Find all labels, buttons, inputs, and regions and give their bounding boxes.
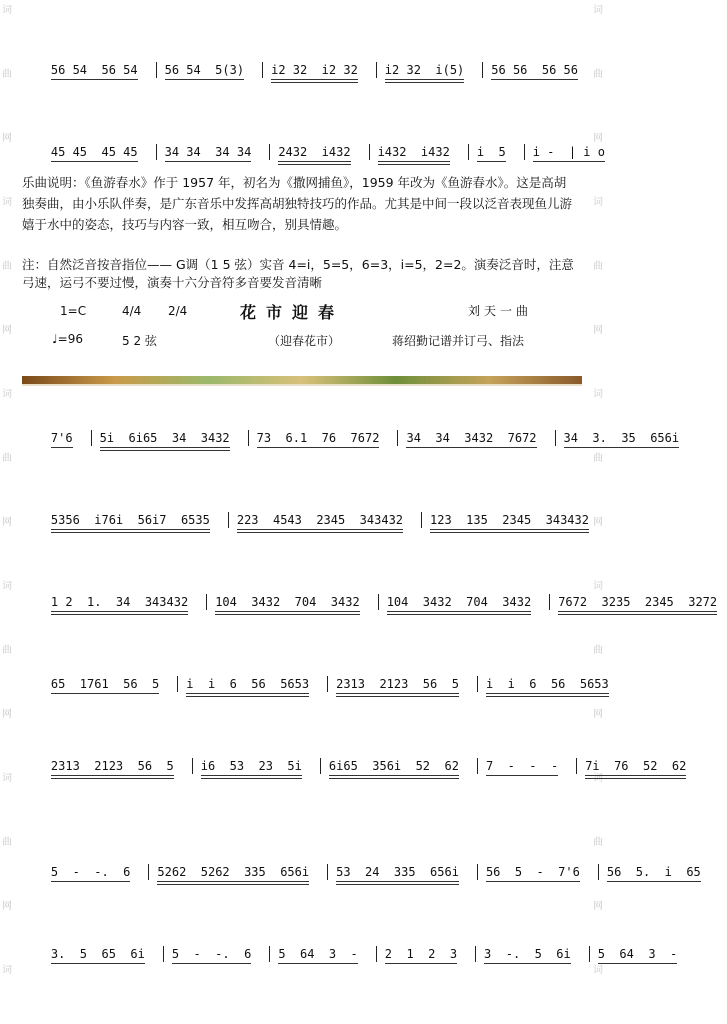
score-measure: 6i65 356i 52 62 — [328, 758, 459, 773]
score-measure: 5 64 3 - — [278, 946, 358, 961]
score-measure: 5i 6i65 34 3432 — [99, 430, 230, 445]
score-measure: 5 - -. 6 — [50, 864, 131, 879]
score-measure: i 5 — [476, 144, 506, 159]
score-measure: 56 54 56 54 — [50, 62, 138, 77]
barline — [421, 512, 422, 528]
barline — [555, 430, 556, 446]
score-measure: 5262 5262 335 656i — [157, 864, 310, 879]
score-measure: 7i 76 52 62 — [585, 758, 687, 773]
barline — [148, 864, 149, 880]
score-measure: 5 - -. 6 — [171, 946, 252, 961]
barline — [378, 594, 379, 610]
score-measure: 73 6.1 76 7672 — [256, 430, 380, 445]
barline — [598, 864, 599, 880]
score-measure: 123 135 2345 343432 — [430, 512, 589, 527]
score-line-7 — [22, 932, 678, 966]
key-signature: 1=C — [60, 304, 87, 318]
score-measure: 104 3432 704 3432 — [386, 594, 532, 609]
arranger: 蒋绍勤记谱并订弓、指法 — [392, 334, 525, 348]
score-measure: 7 - - - — [485, 758, 559, 773]
score-measure: 56 54 5(3) — [164, 62, 245, 77]
barline — [589, 946, 590, 962]
barline — [482, 62, 483, 78]
score-measure: 3 -. 5 6i — [484, 946, 571, 961]
score-measure: 7'6 — [50, 430, 73, 445]
barline — [327, 676, 328, 692]
score-measure: 56 5. i 65 — [606, 864, 701, 879]
piece-title: 花市迎春 — [240, 303, 345, 322]
score-measure: 34 34 34 34 — [164, 144, 252, 159]
barline — [206, 594, 207, 610]
barline — [156, 62, 157, 78]
score-measure: 2 1 2 3 — [384, 946, 458, 961]
string-tuning: 5 2 弦 — [122, 334, 157, 348]
score-measure: 2432 i432 — [278, 144, 351, 159]
barline — [468, 144, 469, 160]
score-measure: i i 6 56 5653 — [186, 676, 310, 691]
score-measure: 56 56 56 56 — [491, 62, 578, 77]
score-measure: 1 2 1. 34 343432 — [50, 594, 189, 609]
watermark-right: 词 曲 网 词 曲 网 词 曲 网 词 曲 网 词 曲 网 词 — [593, 5, 603, 976]
score-measure: 104 3432 704 3432 — [215, 594, 360, 609]
barline — [91, 430, 92, 446]
top-score-line-2 — [22, 130, 605, 164]
score-measure: 3. 5 65 6i — [50, 946, 145, 961]
composer: 刘天一曲 — [468, 304, 533, 318]
score-measure: i i 6 56 5653 — [485, 676, 609, 691]
score-measure: 7672 3235 2345 3272 — [558, 594, 718, 609]
score-measure: i2 32 i2 32 — [271, 62, 358, 77]
barline — [549, 594, 550, 610]
decorative-banner — [22, 376, 582, 384]
barline — [376, 62, 377, 78]
barline — [477, 864, 478, 880]
score-measure: 56 5 - 7'6 — [485, 864, 580, 879]
barline — [327, 864, 328, 880]
barline — [192, 758, 193, 774]
score-line-5 — [22, 744, 687, 778]
barline — [524, 144, 525, 160]
score-measure: 65 1761 56 5 — [50, 676, 160, 691]
top-score-line-1 — [22, 48, 582, 82]
barline — [397, 430, 398, 446]
score-measure: i2 32 i(5) — [384, 62, 465, 77]
barline — [262, 62, 263, 78]
barline — [163, 946, 164, 962]
barline — [269, 144, 270, 160]
watermark-left: 词 曲 网 词 曲 网 词 曲 网 词 曲 网 词 曲 网 词 — [2, 5, 12, 976]
barline — [248, 430, 249, 446]
barline — [156, 144, 157, 160]
score-measure: i432 i432 — [377, 144, 450, 159]
score-measure: 53 24 335 656i — [336, 864, 459, 879]
barline — [228, 512, 229, 528]
score-line-6 — [22, 850, 701, 884]
barline — [477, 676, 478, 692]
score-measure: 45 45 45 45 — [50, 144, 138, 159]
tempo-marking: ♩=96 — [52, 332, 83, 346]
time-signature-2: 2/4 — [168, 304, 188, 318]
score-line-1 — [22, 416, 680, 450]
time-signature-1: 4/4 — [122, 304, 142, 318]
piece-description: 乐曲说明：《鱼游春水》作于 1957 年，初名为《撒网捕鱼》，1959 年改为《鱼游春水》。这是高胡独奏曲，由小乐队伴奏，是广东音乐中发挥高胡独特技巧的作品。尤其是中间一段以泛音表现鱼儿游嬉于水中的姿态，技巧与内容一致，相互吻合，别具情趣。 — [22, 175, 573, 232]
score-measure: 34 3. 35 656i — [563, 430, 680, 445]
barline — [376, 946, 377, 962]
score-line-4 — [22, 662, 609, 696]
score-line-3 — [22, 580, 718, 614]
score-measure: 5356 i76i 56i7 6535 — [50, 512, 210, 527]
score-measure: 223 4543 2345 343432 — [236, 512, 404, 527]
barline — [477, 758, 478, 774]
score-measure: i - | i o — [532, 144, 605, 159]
piece-subtitle: （迎春花市） — [268, 334, 341, 348]
barline — [177, 676, 178, 692]
score-measure: 5 64 3 - — [597, 946, 678, 961]
barline — [320, 758, 321, 774]
score-measure: 2313 2123 56 5 — [50, 758, 174, 773]
score-line-2 — [22, 498, 589, 532]
barline — [369, 144, 370, 160]
score-measure: i6 53 23 5i — [200, 758, 302, 773]
score-measure: 34 34 3432 7672 — [406, 430, 537, 445]
harmonic-note: 注：自然泛音按音指位—— G调（1 5 弦）实音 4=i，5=5，6=3，i=5，2=2。演奏泛音时，注意弓速，运弓不要过慢，演奏十六分音符多音要发音清晰 — [22, 257, 574, 290]
barline — [269, 946, 270, 962]
barline — [475, 946, 476, 962]
score-measure: 2313 2123 56 5 — [336, 676, 459, 691]
barline — [576, 758, 577, 774]
